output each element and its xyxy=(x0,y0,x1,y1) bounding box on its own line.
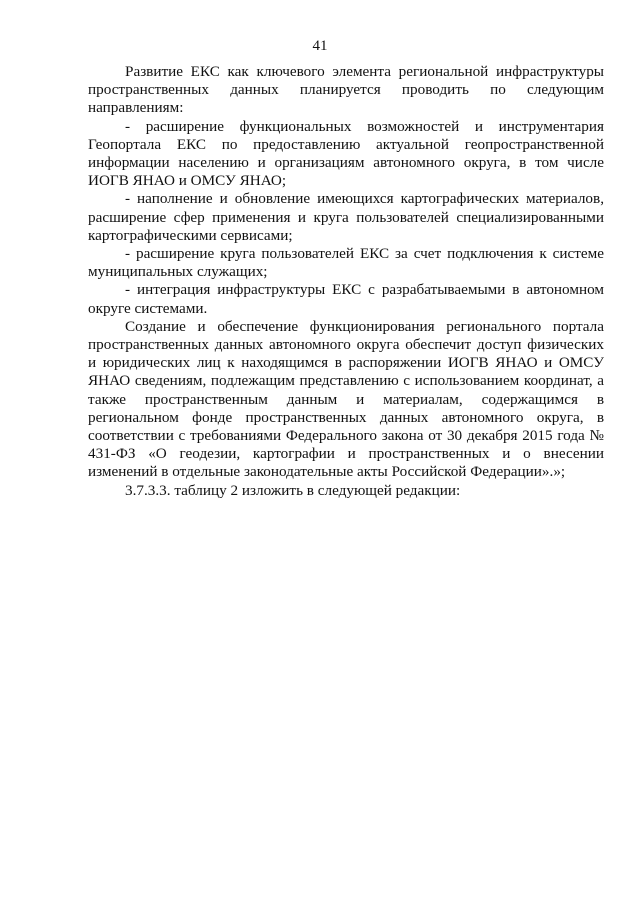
paragraph-item-geoportal: - расширение функциональных возможностей и инструментария Геопортала ЕКС по предоставлению актуальной геопространственной информации населению и организациям автономного округа, в том числе ИОГВ ЯНАО и ОМСУ ЯНАО; xyxy=(88,117,604,190)
paragraph-item-cartography: - наполнение и обновление имеющихся картографических материалов, расширение сфер применения и круга пользователей специализированными картографическими сервисами; xyxy=(88,190,604,244)
page-number: 41 xyxy=(312,38,328,54)
paragraph-item-integration: - интеграция инфраструктуры ЕКС с разрабатываемыми в автономном округе системами. xyxy=(88,281,604,317)
paragraph-table-amendment: 3.7.3.3. таблицу 2 изложить в следующей редакции: xyxy=(125,481,461,499)
paragraph-intro: Развитие ЕКС как ключевого элемента региональной инфраструктуры пространственных данных планируется проводить по следующим направлениям: xyxy=(88,63,604,117)
document-body xyxy=(88,63,604,500)
paragraph-item-users: - расширение круга пользователей ЕКС за счет подключения к системе муниципальных служащих; xyxy=(88,245,604,281)
paragraph-portal: Создание и обеспечение функционирования регионального портала пространственных данных автономного округа обеспечит доступ физических и юридических лиц к находящимся в распоряжении ИОГВ ЯНАО и ОМСУ ЯНАО сведениям, подлежащим представлению с использованием координат, а также пространственным данным и материалам, содержащимся в региональном фонде пространственных данных автономного округа, в соответствии с требованиями Федерального закона от 30 декабря 2015 года № 431-ФЗ «О геодезии, картографии и пространственных и о внесении изменений в отдельные законодательные акты Российской Федерации».»; xyxy=(88,317,604,481)
